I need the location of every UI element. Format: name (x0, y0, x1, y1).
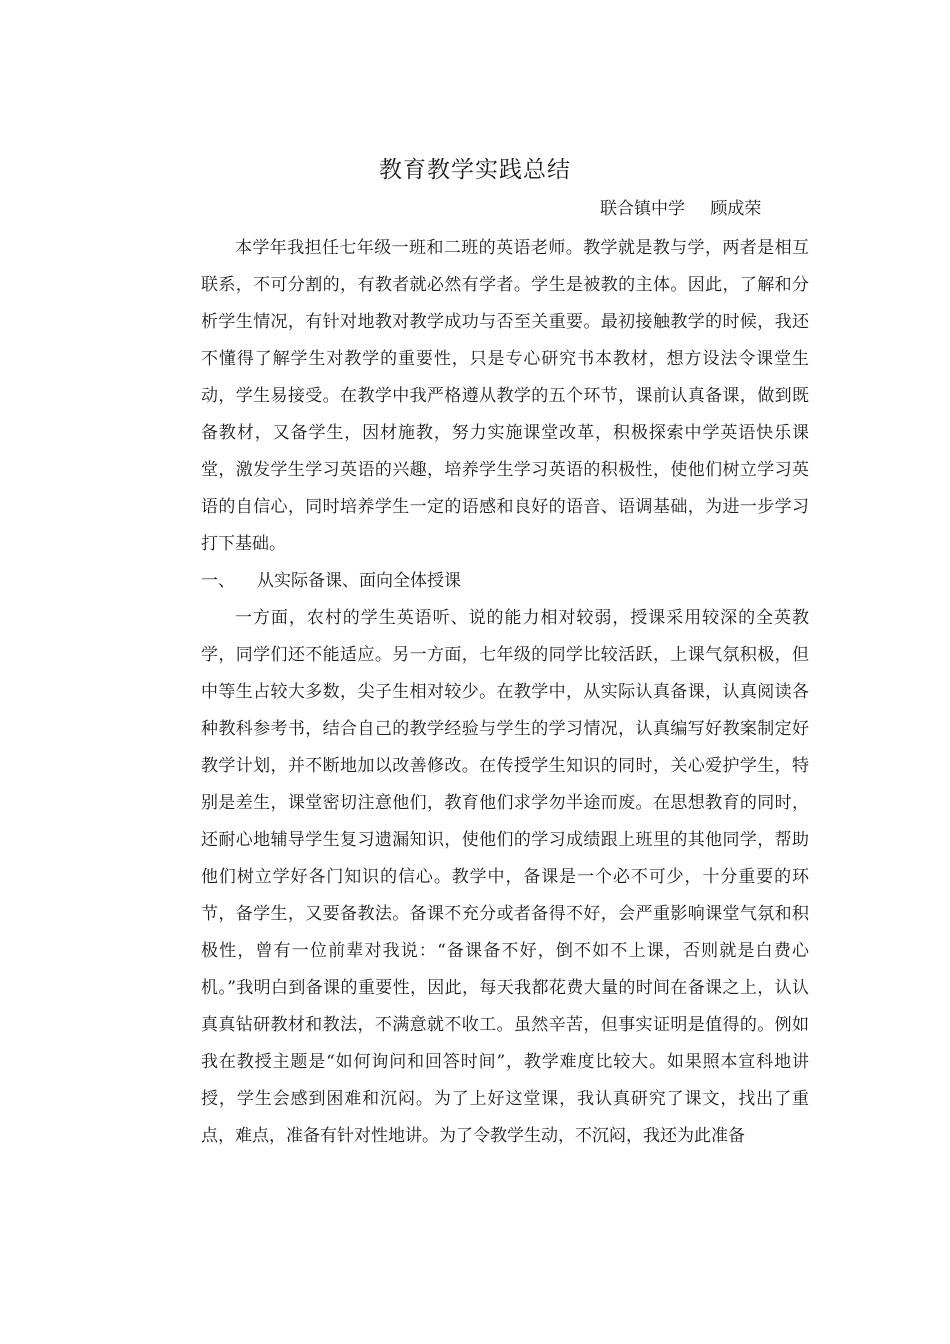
section-paragraph: 一方面，农村的学生英语听、说的能力相对较弱，授课采用较深的全英教学，同学们还不能适应。另一方面，七年级的同学比较活跃，上课气氛积极，但中等生占较大多数，尖子生相对较少。在教学中，从实际认真备课，认真阅读各种教科参考书，结合自己的教学经验与学生的学习情况，认真编写好教案制定好教学计划，并不断地加以改善修改。在传授学生知识的同时，关心爱护学生，特别是差生，课堂密切注意他们，教育他们求学勿半途而废。在思想教育的同时，还耐心地辅导学生复习遗漏知识，使他们的学习成绩跟上班里的其他同学，帮助他们树立学好各门知识的信心。教学中，备课是一个必不可少，十分重要的环节，备学生，又要备教法。备课不充分或者备得不好，会严重影响课堂气氛和积极性，曾有一位前辈对我说：“备课备不好，倒不如不上课，否则就是白费心机。”我明白到备课的重要性，因此，每天我都花费大量的时间在备课之上，认认真真钻研教材和教法，不满意就不收工。虽然辛苦，但事实证明是值得的。例如我在教授主题是“如何询问和回答时间”，教学难度比较大。如果照本宣科地讲授，学生会感到困难和沉闷。为了上好这堂课，我认真研究了课文，找出了重点，难点，准备有针对性地讲。为了令教学生动，不沉闷，我还为此准备 (201, 608, 809, 1146)
author-line (600, 197, 820, 221)
author-school: 联合镇中学 (600, 199, 685, 219)
document-title: 教育教学实践总结 (379, 157, 571, 183)
document-body (201, 230, 809, 1155)
intro-paragraph: 本学年我担任七年级一班和二班的英语老师。教学就是教与学，两者是相互联系，不可分割的，有教者就必然有学者。学生是被教的主体。因此，了解和分析学生情况，有针对地教对教学成功与否至关重要。最初接触教学的时候，我还不懂得了解学生对教学的重要性，只是专心研究书本教材，想方设法令课堂生动，学生易接受。在教学中我严格遵从教学的五个环节，课前认真备课，做到既备教材，又备学生，因材施教，努力实施课堂改革，积极探索中学英语快乐课堂，激发学生学习英语的兴趣，培养学生学习英语的积极性，使他们树立学习英语的自信心，同时培养学生一定的语感和良好的语音、语调基础，为进一步学习打下基础。 (201, 238, 809, 554)
section-heading (201, 563, 809, 600)
section-title: 从实际备课、面向全体授课 (257, 571, 461, 591)
section-number: 一、 (201, 571, 235, 591)
author-name: 顾成荣 (710, 199, 762, 219)
